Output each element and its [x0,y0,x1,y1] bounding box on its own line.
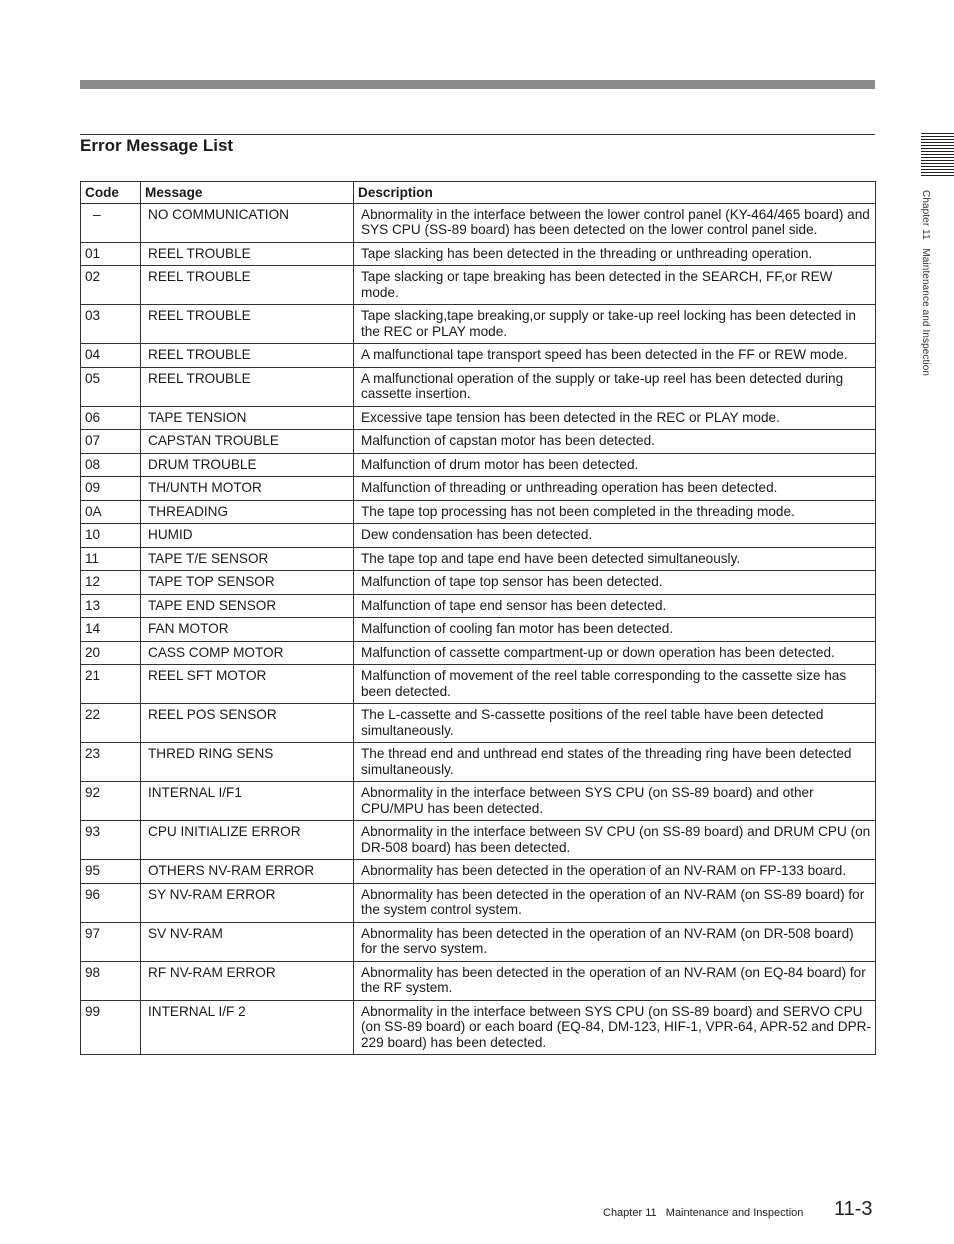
error-description-cell: Malfunction of threading or unthreading operation has been detected. [354,477,876,501]
error-code-cell: 03 [81,305,141,344]
table-row [81,547,876,571]
error-description-cell: The tape top processing has not been completed in the threading mode. [354,500,876,524]
table-row [81,782,876,821]
error-message-cell: TAPE TENSION [141,406,354,430]
error-code-cell: 98 [81,961,141,1000]
table-row [81,524,876,548]
error-description-cell: Tape slacking has been detected in the threading or unthreading operation. [354,242,876,266]
error-code-cell: 07 [81,430,141,454]
error-code-cell: 92 [81,782,141,821]
table-row [81,477,876,501]
error-code-cell: 14 [81,618,141,642]
error-message-cell: TAPE END SENSOR [141,594,354,618]
error-description-cell: Malfunction of cassette compartment-up or down operation has been detected. [354,641,876,665]
error-description-cell: A malfunctional operation of the supply or take-up reel has been detected during cassette insertion. [354,367,876,406]
error-description-cell: Abnormality in the interface between SYS CPU (on SS-89 board) and SERVO CPU (on SS-89 board) or each board (EQ-84, DM-123, HIF-1, VPR-64, APR-52 and DPR-229 board) has been detected. [354,1000,876,1055]
error-description-cell: A malfunctional tape transport speed has been detected in the FF or REW mode. [354,344,876,368]
table-row [81,641,876,665]
table-row [81,860,876,884]
error-code-cell: 99 [81,1000,141,1055]
page-number: 11-3 [834,1198,873,1220]
table-body [81,203,876,1055]
error-description-cell: The L-cassette and S-cassette positions of the reel table have been detected simultaneously. [354,704,876,743]
error-description-cell: The tape top and tape end have been detected simultaneously. [354,547,876,571]
chapter-side-label: Chapter 11 Maintenance and Inspection [920,190,931,377]
table-row [81,453,876,477]
table-row [81,743,876,782]
error-code-cell: 11 [81,547,141,571]
table-row [81,203,876,242]
error-message-cell: CAPSTAN TROUBLE [141,430,354,454]
error-message-cell: INTERNAL I/F 2 [141,1000,354,1055]
error-message-cell: TAPE T/E SENSOR [141,547,354,571]
error-message-cell: REEL POS SENSOR [141,704,354,743]
error-message-table [80,181,876,1055]
error-code-cell: 93 [81,821,141,860]
error-message-cell: INTERNAL I/F1 [141,782,354,821]
error-code-cell: 20 [81,641,141,665]
error-description-cell: Abnormality has been detected in the operation of an NV-RAM (on DR-508 board) for the servo system. [354,922,876,961]
error-message-cell: TAPE TOP SENSOR [141,571,354,595]
error-code-cell: 22 [81,704,141,743]
section-title: Error Message List [80,136,234,155]
error-code-cell: 04 [81,344,141,368]
header-code: Code [81,182,141,204]
error-code-cell: 23 [81,743,141,782]
error-message-cell: RF NV-RAM ERROR [141,961,354,1000]
error-code-cell: 01 [81,242,141,266]
error-message-cell: TH/UNTH MOTOR [141,477,354,501]
error-code-cell: 10 [81,524,141,548]
error-code-cell: – [81,203,141,242]
error-description-cell: Dew condensation has been detected. [354,524,876,548]
table-row [81,1000,876,1055]
error-code-cell: 96 [81,883,141,922]
error-code-cell: 06 [81,406,141,430]
table-row [81,922,876,961]
error-message-cell: CPU INITIALIZE ERROR [141,821,354,860]
table-row [81,883,876,922]
table-row [81,961,876,1000]
error-message-cell: NO COMMUNICATION [141,203,354,242]
error-message-cell: THRED RING SENS [141,743,354,782]
error-message-cell: REEL TROUBLE [141,305,354,344]
error-code-cell: 12 [81,571,141,595]
error-message-cell: CASS COMP MOTOR [141,641,354,665]
error-code-cell: 21 [81,665,141,704]
table-row [81,430,876,454]
error-description-cell: Tape slacking or tape breaking has been detected in the SEARCH, FF,or REW mode. [354,266,876,305]
error-message-cell: SV NV-RAM [141,922,354,961]
table-row [81,367,876,406]
error-code-cell: 05 [81,367,141,406]
error-description-cell: Malfunction of tape end sensor has been detected. [354,594,876,618]
error-description-cell: Abnormality has been detected in the operation of an NV-RAM (on EQ-84 board) for the RF system. [354,961,876,1000]
table-row [81,305,876,344]
error-message-cell: OTHERS NV-RAM ERROR [141,860,354,884]
error-message-cell: THREADING [141,500,354,524]
table-row [81,571,876,595]
table-row [81,406,876,430]
error-message-cell: REEL TROUBLE [141,266,354,305]
error-message-cell: REEL TROUBLE [141,242,354,266]
table-row [81,266,876,305]
chapter-tab-marker [921,133,954,177]
header-description: Description [354,182,876,204]
table-row [81,594,876,618]
error-code-cell: 09 [81,477,141,501]
error-code-cell: 13 [81,594,141,618]
error-message-cell: HUMID [141,524,354,548]
error-description-cell: The thread end and unthread end states of the threading ring have been detected simultaneously. [354,743,876,782]
error-description-cell: Malfunction of movement of the reel table corresponding to the cassette size has been detected. [354,665,876,704]
error-description-cell: Malfunction of tape top sensor has been detected. [354,571,876,595]
error-description-cell: Malfunction of capstan motor has been detected. [354,430,876,454]
error-description-cell: Malfunction of drum motor has been detected. [354,453,876,477]
error-description-cell: Tape slacking,tape breaking,or supply or take-up reel locking has been detected in the REC or PLAY mode. [354,305,876,344]
error-code-cell: 08 [81,453,141,477]
header-message: Message [141,182,354,204]
table-row [81,500,876,524]
table-row [81,704,876,743]
title-rule [80,134,875,135]
table-header-row [81,182,876,204]
error-description-cell: Malfunction of cooling fan motor has been detected. [354,618,876,642]
error-description-cell: Abnormality in the interface between the lower control panel (KY-464/465 board) and SYS CPU (SS-89 board) has been detected on the lower control panel side. [354,203,876,242]
footer-chapter-text: Chapter 11 Maintenance and Inspection [603,1207,804,1219]
error-description-cell: Excessive tape tension has been detected in the REC or PLAY mode. [354,406,876,430]
header-bar [80,80,875,89]
error-code-cell: 97 [81,922,141,961]
error-message-cell: DRUM TROUBLE [141,453,354,477]
table-row [81,821,876,860]
error-message-cell: REEL SFT MOTOR [141,665,354,704]
error-message-cell: REEL TROUBLE [141,367,354,406]
error-code-cell: 95 [81,860,141,884]
error-description-cell: Abnormality has been detected in the operation of an NV-RAM (on SS-89 board) for the system control system. [354,883,876,922]
error-message-cell: SY NV-RAM ERROR [141,883,354,922]
error-description-cell: Abnormality has been detected in the operation of an NV-RAM on FP-133 board. [354,860,876,884]
error-message-cell: REEL TROUBLE [141,344,354,368]
error-description-cell: Abnormality in the interface between SV CPU (on SS-89 board) and DRUM CPU (on DR-508 board) has been detected. [354,821,876,860]
table-row [81,242,876,266]
error-code-cell: 02 [81,266,141,305]
error-code-cell: 0A [81,500,141,524]
error-description-cell: Abnormality in the interface between SYS CPU (on SS-89 board) and other CPU/MPU has been detected. [354,782,876,821]
table-row [81,618,876,642]
table-row [81,665,876,704]
table-row [81,344,876,368]
error-message-cell: FAN MOTOR [141,618,354,642]
